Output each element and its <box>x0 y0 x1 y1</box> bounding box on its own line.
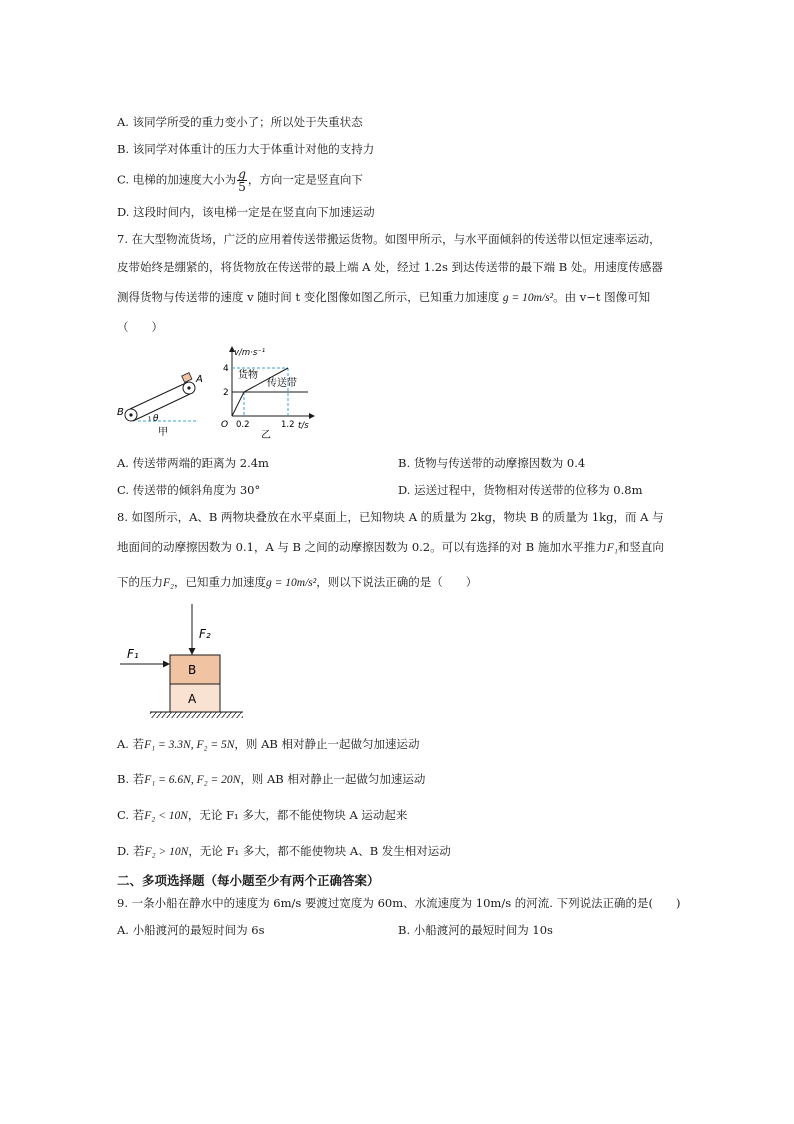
q7-answer-paren: （ ） <box>117 320 163 334</box>
q7-stem-line2: 皮带始终是绷紧的，将货物放在传送带的最上端 A 处，经过 1.2s 到达传送带的最下端 B 处。用速度传感器 <box>117 260 663 274</box>
q8-option-c-pre: C. 若 <box>117 808 145 822</box>
q8-option-b <box>117 772 425 787</box>
q8-option-b-eq: F₁ = 6.6N, F₂ = 20N <box>144 774 241 786</box>
origin-label: O <box>221 420 229 430</box>
label-belt: 传送带 <box>267 378 297 389</box>
v-axis-label: v/m·s⁻¹ <box>234 348 266 358</box>
fraction-numerator: g <box>238 167 246 181</box>
label-a: A <box>196 374 203 385</box>
tick-x-1-2: 1.2 <box>281 420 295 430</box>
q6-option-b: B. 该同学对体重计的压力大于体重计对他的支持力 <box>117 142 375 156</box>
q6-option-d: D. 这段时间内，该电梯一定是在竖直向下加速运动 <box>117 205 375 219</box>
q8-option-b-pre: B. 若 <box>117 772 145 786</box>
label-theta: θ <box>153 414 159 424</box>
q6-option-c <box>117 168 363 192</box>
q9-stem: 9. 一条小船在静水中的速度为 6m/s 要渡过宽度为 60m、水流速度为 10m/s 的河流. 下列说法正确的是( ) <box>117 896 681 910</box>
fraction-denominator: 5 <box>238 180 246 194</box>
q8-stem-line1: 8. 如图所示，A、B 两物块叠放在水平桌面上，已知物块 A 的质量为 2kg，物块 B 的质量为 1kg，而 A 与 <box>117 510 664 524</box>
q8-option-d-pre: D. 若 <box>117 844 145 858</box>
q8-option-a-pre: A. 若 <box>117 737 145 751</box>
tick-y-4: 4 <box>223 364 229 374</box>
tick-x-0-2: 0.2 <box>236 420 250 430</box>
caption-yi: 乙 <box>261 430 271 440</box>
belt-top-line <box>130 382 188 409</box>
q6-option-c-post: ，方向一定是竖直向下 <box>247 172 363 187</box>
label-block-b: B <box>188 663 197 677</box>
q7-stem-line1: 7. 在大型物流货场，广泛的应用着传送带搬运货物。如图甲所示，与水平面倾斜的传送带以恒定速率运动， <box>117 232 661 246</box>
q6-option-a: A. 该同学所受的重力变小了；所以处于失重状态 <box>117 115 363 129</box>
q7-option-d: D. 运送过程中，货物相对传送带的位移为 0.8m <box>398 483 643 497</box>
q8-stem-line3 <box>117 575 477 590</box>
q8-option-c <box>117 808 407 823</box>
q8-line2-pre: 地面间的动摩擦因数为 0.1，A 与 B 之间的动摩擦因数为 0.2。可以有选择的对 B 施加水平推力 <box>117 540 607 554</box>
q8-option-d <box>117 844 451 859</box>
q7-line3-post: 。由 v−t 图像可知 <box>553 290 651 304</box>
figure-conveyor-belt <box>112 368 212 438</box>
pulley-b-axle <box>129 413 132 416</box>
q8-line3-mid: ，已知重力加速度 <box>174 575 267 589</box>
q7-option-b: B. 货物与传送带的动摩擦因数为 0.4 <box>398 456 586 470</box>
q8-line3-pre: 下的压力 <box>117 575 163 589</box>
section-heading-multiple-choice: 二、多项选择题（每小题至少有两个正确答案） <box>117 873 380 888</box>
tick-y-2: 2 <box>223 388 229 398</box>
q8-line2-post: 和竖直向 <box>617 540 664 554</box>
figure-vt-graph <box>212 345 317 440</box>
q7-line3-pre: 测得货物与传送带的速度 v 随时间 t 变化图像如图乙所示，已知重力加速度 <box>117 290 500 304</box>
label-cargo: 货物 <box>238 370 258 381</box>
q8-line3-post: ，则以下说法正确的是（ ） <box>316 575 478 589</box>
label-b: B <box>117 407 124 418</box>
q7-gravity-equation: g = 10m/s² <box>502 292 554 304</box>
q8-option-a-post: ，则 AB 相对静止一起做匀加速运动 <box>234 737 420 751</box>
label-f2: F₂ <box>199 627 211 641</box>
q8-option-a <box>117 737 420 752</box>
q7-option-c: C. 传送带的倾斜角度为 30° <box>117 483 261 497</box>
q8-option-a-eq: F₁ = 3.3N, F₂ = 5N <box>144 739 235 751</box>
q8-line3-f2: F₂ <box>163 577 175 589</box>
pulley-a-axle <box>187 386 190 389</box>
angle-arc <box>149 416 150 421</box>
q8-option-d-post: ，无论 F₁ 多大，都不能使物块 A、B 发生相对运动 <box>188 844 451 858</box>
q8-option-c-eq: F₂ < 10N <box>144 810 188 822</box>
q7-option-a: A. 传送带两端的距离为 2.4m <box>117 456 269 470</box>
q8-line2-f1: F₁ <box>606 542 618 554</box>
label-block-a: A <box>188 692 197 706</box>
q8-stem-line2 <box>117 540 664 555</box>
q8-gravity-equation: g = 10m/s² <box>266 577 317 589</box>
belt-bottom-line <box>133 394 190 421</box>
q9-option-b: B. 小船渡河的最短时间为 10s <box>398 923 553 937</box>
q7-stem-line3 <box>117 290 650 305</box>
t-axis-label: t/s <box>298 421 309 431</box>
q8-option-b-post: ，则 AB 相对静止一起做匀加速运动 <box>240 772 426 786</box>
q8-option-d-eq: F₂ > 10N <box>144 846 189 858</box>
q6-option-c-pre: C. 电梯的加速度大小为 <box>117 172 237 187</box>
cargo-box <box>182 373 192 383</box>
q8-option-c-post: ，无论 F₁ 多大，都不能使物块 A 运动起来 <box>187 808 408 822</box>
label-f1: F₁ <box>127 647 139 661</box>
caption-jia: 甲 <box>158 427 168 438</box>
q9-option-a: A. 小船渡河的最短时间为 6s <box>117 923 265 937</box>
fraction-g-over-5 <box>237 168 247 193</box>
ground-hatch <box>150 712 243 718</box>
figure-stacked-blocks <box>115 600 255 720</box>
